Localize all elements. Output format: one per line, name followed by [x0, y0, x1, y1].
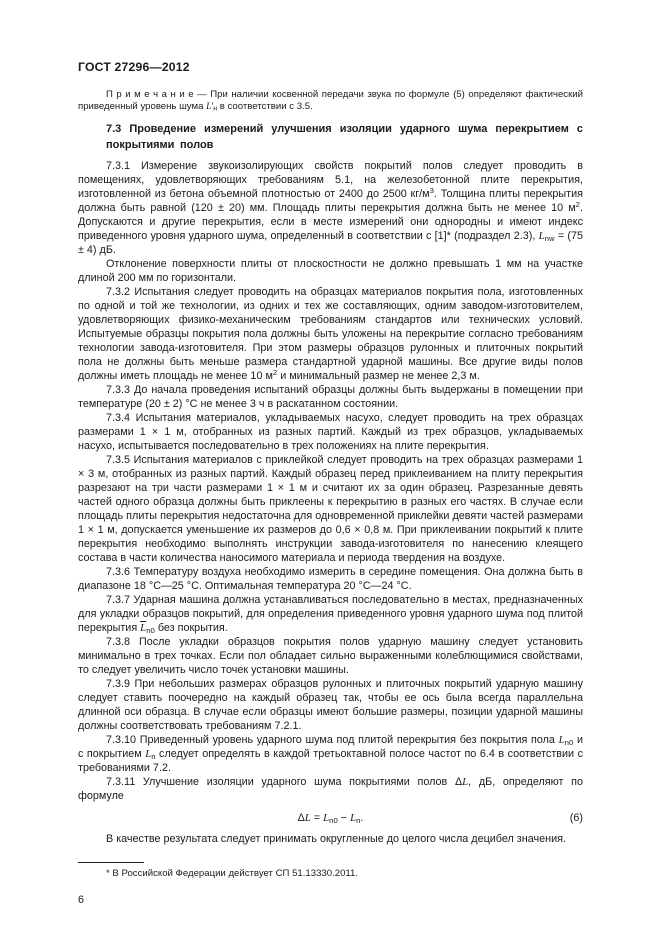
paragraph-7-3-7: 7.3.7 Ударная машина должна устанавливаться последовательно в местах, предназначенных для укладки образцов покрытий, для определения приведенного уровня ударного шума под плитой перекрытия $\overline{L}_{n0}$ без покрытия.: [78, 594, 583, 636]
formula-number: (6): [569, 812, 583, 825]
paragraph-7-3-5: 7.3.5 Испытания материалов с приклейкой следует проводить на трех образцах размерами 1 × 3 м, отобранных из разных партий. Каждый образец перед приклеиванием на плиту перекрытия разрезают на три части размерами 1 × 1 м и считают их за один образец. Разрезанные девять частей одного образца должны быть приклеены к перекрытию в разных его частях. В случае если площадь плиты перекрытия недостаточна для одновременной приклейки девяти частей размерами 1 × 1 м, допускается уменьшение их размеров до 0,6 × 0,8 м. При приклеивании покрытий к плите перекрытия необходимо выполнять инструкции завода-изготовителя по нанесению клеящего состава в части количества наносимого материала и периода твердения на воздухе.: [78, 454, 583, 565]
paragraph-7-3-11: 7.3.11 Улучшение изоляции ударного шума покрытиями полов ΔL, дБ, определяют по формуле: [78, 776, 583, 803]
paragraph-7-3-2: 7.3.2 Испытания следует проводить на образцах материалов покрытия пола, изготовленных по одной и той же технологии, из одних и тех же составляющих, одним заводом-изготовителем, удовлетворяющих физико-механическим требованиям стандартов или технических условий. Испытуемые образцы покрытия пола должны быть уложены на перекрытие согласно требованиям технологии завода-изготовителя. При этом размеры образцов рулонных и плиточных покрытий пола не должны быть меньше размера стандартной ударной машины. Все другие виды полов должны иметь площадь не менее 10 $м^2$ и минимальный размер не менее 2,3 м.: [78, 286, 583, 383]
paragraph-7-3-8: 7.3.8 После укладки образцов покрытия полов ударную машину следует установить минимально в трех точках. Если пол обладает сильно выраженными колеблющимися свойствами, то следует увеличить число точек установки машины.: [78, 636, 583, 677]
section-heading-7-3: 7.3 Проведение измерений улучшения изоляции ударного шума перекрытием с покрытиями полов: [106, 123, 583, 151]
paragraph-7-3-1: 7.3.1 Измерение звукоизолирующих свойств покрытий полов следует проводить в помещениях, удовлетворяющих требованиям 5.1, на железобетонной плите перекрытия, изготовленной из бетона объемной плотностью от 2400 до 2500 $кг/м^3$. Толщина плиты перекрытия должна быть равной (120 ± 20) мм. Площадь плиты перекрытия должна быть не менее 10 $м^2$. Допускаются и другие перекрытия, если в месте измерений они однородны и имеют индекс приведенного уровня ударного шума, определенный в соответствии с [1]* (подраздел 2.3), $L_{nw} = (75 \pm 4)$ дБ.: [78, 160, 583, 257]
paragraph-7-3-10: 7.3.10 Приведенный уровень ударного шума под плитой перекрытия без покрытия пола $L_{n0}$ и с покрытием $L_n$ следует определять в каждой третьоктавной полосе частот по 6.4 в соответствии с требованиями 7.2.: [78, 734, 583, 775]
note-paragraph: П р и м е ч а н и е — При наличии косвенной передачи звука по формуле (5) определяют фактический приведенный уровень шума $L'_н$ в соответствии с 3.5.: [78, 89, 583, 113]
paragraph-7-3-6: 7.3.6 Температуру воздуха необходимо измерить в середине помещения. Она должна быть в диапазоне 18 °С—25 °С. Оптимальная температура 20 °С—24 °С.: [78, 566, 583, 593]
page-number: 6: [78, 893, 85, 906]
paragraph-7-3-1-cont: Отклонение поверхности плиты от плоскостности не должно превышать 1 мм на участке длиной 200 мм по горизонтали.: [78, 258, 583, 285]
footnote-rule: [78, 862, 144, 863]
doc-number: ГОСТ 27296—2012: [78, 60, 190, 74]
paragraph-7-3-3: 7.3.3 До начала проведения испытаний образцы должны быть выдержаны в помещении при температуре (20 ± 2) °С не менее 3 ч в раскатанном состоянии.: [78, 384, 583, 411]
footnote-section: [78, 862, 583, 880]
formula-row: [78, 810, 583, 826]
formula-delta-l: $\Delta L = L_{n0} - L_n$.: [297, 812, 364, 826]
paragraph-7-3-9: 7.3.9 При небольших размерах образцов рулонных и плиточных покрытий ударную машину следует ставить поочередно на каждый образец так, чтобы ее ось была всегда параллельна длинной оси образца. В случае если образцы имеют большие размеры, позиции ударной машины должны соответствовать требованиям 7.2.1.: [78, 678, 583, 733]
paragraph-7-3-4: 7.3.4 Испытания материалов, укладываемых насухо, следует проводить на трех образцах размерами 1 × 1 м, отобранных из разных партий. Каждый из трех образцов, укладываемых насухо, испытывается последовательно в трех положениях на плите перекрытия.: [78, 412, 583, 453]
footnote-text: * В Российской Федерации действует СП 51.13330.2011.: [106, 868, 359, 880]
paragraph-result: В качестве результата следует принимать округленные до целого числа децибел значения.: [106, 833, 566, 846]
